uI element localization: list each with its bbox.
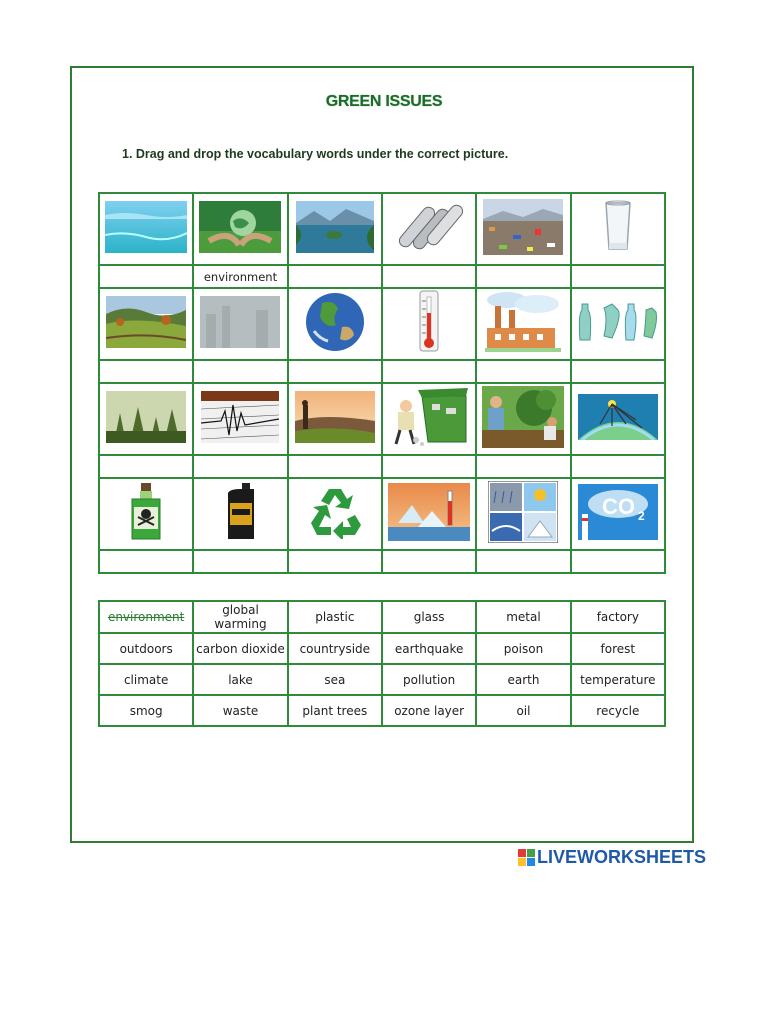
picture-cell bbox=[288, 478, 382, 550]
picture-cell bbox=[288, 383, 382, 455]
answer-drop-zone[interactable] bbox=[571, 550, 665, 573]
answer-drop-zone[interactable] bbox=[99, 265, 193, 288]
picture-cell bbox=[476, 288, 570, 360]
word-tile-label: global warming bbox=[214, 603, 267, 631]
instruction-text: 1. Drag and drop the vocabulary words under the correct picture. bbox=[122, 147, 509, 161]
word-tile-label: countryside bbox=[299, 641, 371, 656]
word-tile-label: metal bbox=[506, 610, 541, 624]
picture-cell bbox=[476, 383, 570, 455]
answer-drop-zone[interactable] bbox=[288, 360, 382, 383]
climate-icon bbox=[477, 481, 569, 547]
answer-drop-zone[interactable] bbox=[476, 360, 570, 383]
planting-trees-icon bbox=[477, 386, 569, 452]
word-tile[interactable] bbox=[382, 695, 476, 726]
word-tile-label: forest bbox=[600, 641, 636, 656]
word-tile-label: temperature bbox=[580, 672, 656, 687]
word-tile-label: waste bbox=[222, 703, 259, 718]
word-tile-label: ozone layer bbox=[394, 703, 465, 718]
picture-row bbox=[99, 288, 665, 360]
svg-text:2: 2 bbox=[637, 509, 645, 523]
svg-text:CO: CO bbox=[601, 494, 635, 519]
picture-cell bbox=[99, 478, 193, 550]
answer-drop-zone[interactable] bbox=[193, 550, 287, 573]
picture-cell bbox=[193, 478, 287, 550]
word-tile[interactable] bbox=[382, 601, 476, 633]
earth-icon bbox=[289, 291, 381, 357]
word-bank-row bbox=[99, 695, 665, 726]
picture-cell bbox=[571, 478, 665, 550]
word-tile[interactable] bbox=[476, 664, 570, 695]
word-tile[interactable] bbox=[571, 664, 665, 695]
picture-cell bbox=[382, 383, 476, 455]
answer-drop-zone[interactable] bbox=[99, 550, 193, 573]
word-tile-label: recycle bbox=[596, 703, 640, 718]
word-tile-label: lake bbox=[228, 672, 253, 687]
co2-icon bbox=[572, 484, 664, 544]
word-tile-label: outdoors bbox=[119, 641, 173, 656]
word-tile[interactable] bbox=[193, 633, 287, 664]
answer-drop-zone[interactable] bbox=[193, 360, 287, 383]
answer-drop-zone[interactable]: environment bbox=[193, 265, 287, 288]
picture-cell bbox=[99, 383, 193, 455]
liveworksheets-logo bbox=[518, 847, 706, 868]
answer-drop-zone[interactable] bbox=[288, 455, 382, 478]
answer-drop-zone[interactable] bbox=[571, 360, 665, 383]
plastic-bottles-icon bbox=[572, 300, 664, 348]
word-tile[interactable] bbox=[571, 633, 665, 664]
recycle-icon bbox=[289, 485, 381, 543]
word-tile-label: pollution bbox=[403, 672, 456, 687]
word-bank-row bbox=[99, 633, 665, 664]
answer-drop-zone[interactable] bbox=[99, 455, 193, 478]
word-tile[interactable] bbox=[99, 633, 193, 664]
word-tile-label: plastic bbox=[315, 610, 355, 624]
answer-drop-zone[interactable] bbox=[193, 455, 287, 478]
picture-cell bbox=[193, 383, 287, 455]
lake-icon bbox=[289, 201, 381, 257]
recycling-bins-icon bbox=[383, 386, 475, 452]
word-tile-label: environment bbox=[107, 610, 185, 624]
answer-drop-zone[interactable] bbox=[571, 455, 665, 478]
word-tile-label: carbon dioxide bbox=[196, 641, 285, 656]
picture-cell bbox=[382, 478, 476, 550]
picture-cell bbox=[571, 193, 665, 265]
word-tile-label: climate bbox=[123, 672, 169, 687]
global-warming-icon bbox=[383, 483, 475, 545]
answer-drop-zone[interactable] bbox=[382, 360, 476, 383]
picture-grid bbox=[98, 192, 666, 574]
answer-drop-zone[interactable] bbox=[476, 455, 570, 478]
word-tile[interactable] bbox=[571, 695, 665, 726]
picture-cell bbox=[476, 478, 570, 550]
word-bank-row bbox=[99, 664, 665, 695]
picture-cell bbox=[193, 288, 287, 360]
picture-cell bbox=[288, 288, 382, 360]
word-bank bbox=[98, 600, 666, 727]
picture-cell bbox=[193, 193, 287, 265]
page-title: GREEN ISSUES bbox=[325, 93, 443, 110]
answer-row bbox=[99, 360, 665, 383]
glass-icon bbox=[572, 199, 664, 259]
word-tile[interactable] bbox=[193, 664, 287, 695]
word-tile-label: earth bbox=[507, 672, 540, 687]
picture-cell bbox=[382, 288, 476, 360]
smog-icon bbox=[194, 296, 286, 352]
word-tile-label: oil bbox=[516, 703, 531, 718]
picture-cell bbox=[99, 193, 193, 265]
word-tile[interactable] bbox=[476, 633, 570, 664]
answer-drop-zone[interactable] bbox=[382, 550, 476, 573]
word-tile[interactable] bbox=[99, 601, 193, 633]
answer-row bbox=[99, 550, 665, 573]
picture-cell bbox=[382, 193, 476, 265]
word-tile[interactable] bbox=[571, 601, 665, 633]
answer-drop-zone[interactable] bbox=[288, 550, 382, 573]
outdoors-icon bbox=[289, 391, 381, 447]
word-tile[interactable] bbox=[382, 664, 476, 695]
word-tile[interactable] bbox=[288, 695, 382, 726]
word-tile-label: earthquake bbox=[394, 641, 464, 656]
answer-drop-zone[interactable] bbox=[571, 265, 665, 288]
word-tile-label: poison bbox=[503, 641, 544, 656]
word-tile[interactable] bbox=[99, 695, 193, 726]
waste-dump-icon bbox=[477, 199, 569, 259]
word-tile[interactable] bbox=[476, 695, 570, 726]
word-tile[interactable] bbox=[288, 633, 382, 664]
word-tile-label: smog bbox=[129, 703, 163, 718]
word-tile[interactable] bbox=[193, 695, 287, 726]
word-tile[interactable] bbox=[288, 601, 382, 633]
ozone-layer-icon bbox=[572, 394, 664, 444]
answer-drop-zone[interactable] bbox=[382, 265, 476, 288]
poison-bottle-icon bbox=[100, 481, 192, 547]
picture-row bbox=[99, 478, 665, 550]
word-bank-row bbox=[99, 601, 665, 633]
picture-cell bbox=[571, 383, 665, 455]
word-tile[interactable] bbox=[193, 601, 287, 633]
factory-icon bbox=[477, 290, 569, 358]
picture-row bbox=[99, 383, 665, 455]
word-tile[interactable] bbox=[99, 664, 193, 695]
answer-drop-zone[interactable] bbox=[99, 360, 193, 383]
word-tile-label: factory bbox=[596, 610, 639, 624]
word-tile[interactable] bbox=[288, 664, 382, 695]
countryside-icon bbox=[100, 296, 192, 352]
answer-row bbox=[99, 265, 665, 288]
earth-globe-hands-icon bbox=[194, 201, 286, 257]
picture-cell bbox=[476, 193, 570, 265]
picture-cell bbox=[571, 288, 665, 360]
thermometer-icon bbox=[383, 289, 475, 359]
answer-drop-zone[interactable] bbox=[476, 550, 570, 573]
answer-drop-zone[interactable] bbox=[382, 455, 476, 478]
answer-drop-zone[interactable] bbox=[288, 265, 382, 288]
word-tile-label: plant trees bbox=[302, 703, 368, 718]
brand-name: LIVEWORKSHEETS bbox=[537, 847, 707, 867]
picture-row bbox=[99, 193, 665, 265]
forest-icon bbox=[100, 391, 192, 447]
word-tile-label: glass bbox=[413, 610, 445, 624]
word-tile[interactable] bbox=[382, 633, 476, 664]
logo-mark-icon bbox=[518, 849, 535, 866]
sea-icon bbox=[100, 201, 192, 257]
answer-drop-zone[interactable] bbox=[476, 265, 570, 288]
answer-row bbox=[99, 455, 665, 478]
metal-bars-icon bbox=[383, 199, 475, 259]
seismograph-icon bbox=[194, 391, 286, 447]
word-tile-label: sea bbox=[324, 672, 346, 687]
oil-bottle-icon bbox=[194, 481, 286, 547]
picture-cell bbox=[99, 288, 193, 360]
picture-cell bbox=[288, 193, 382, 265]
word-tile[interactable] bbox=[476, 601, 570, 633]
